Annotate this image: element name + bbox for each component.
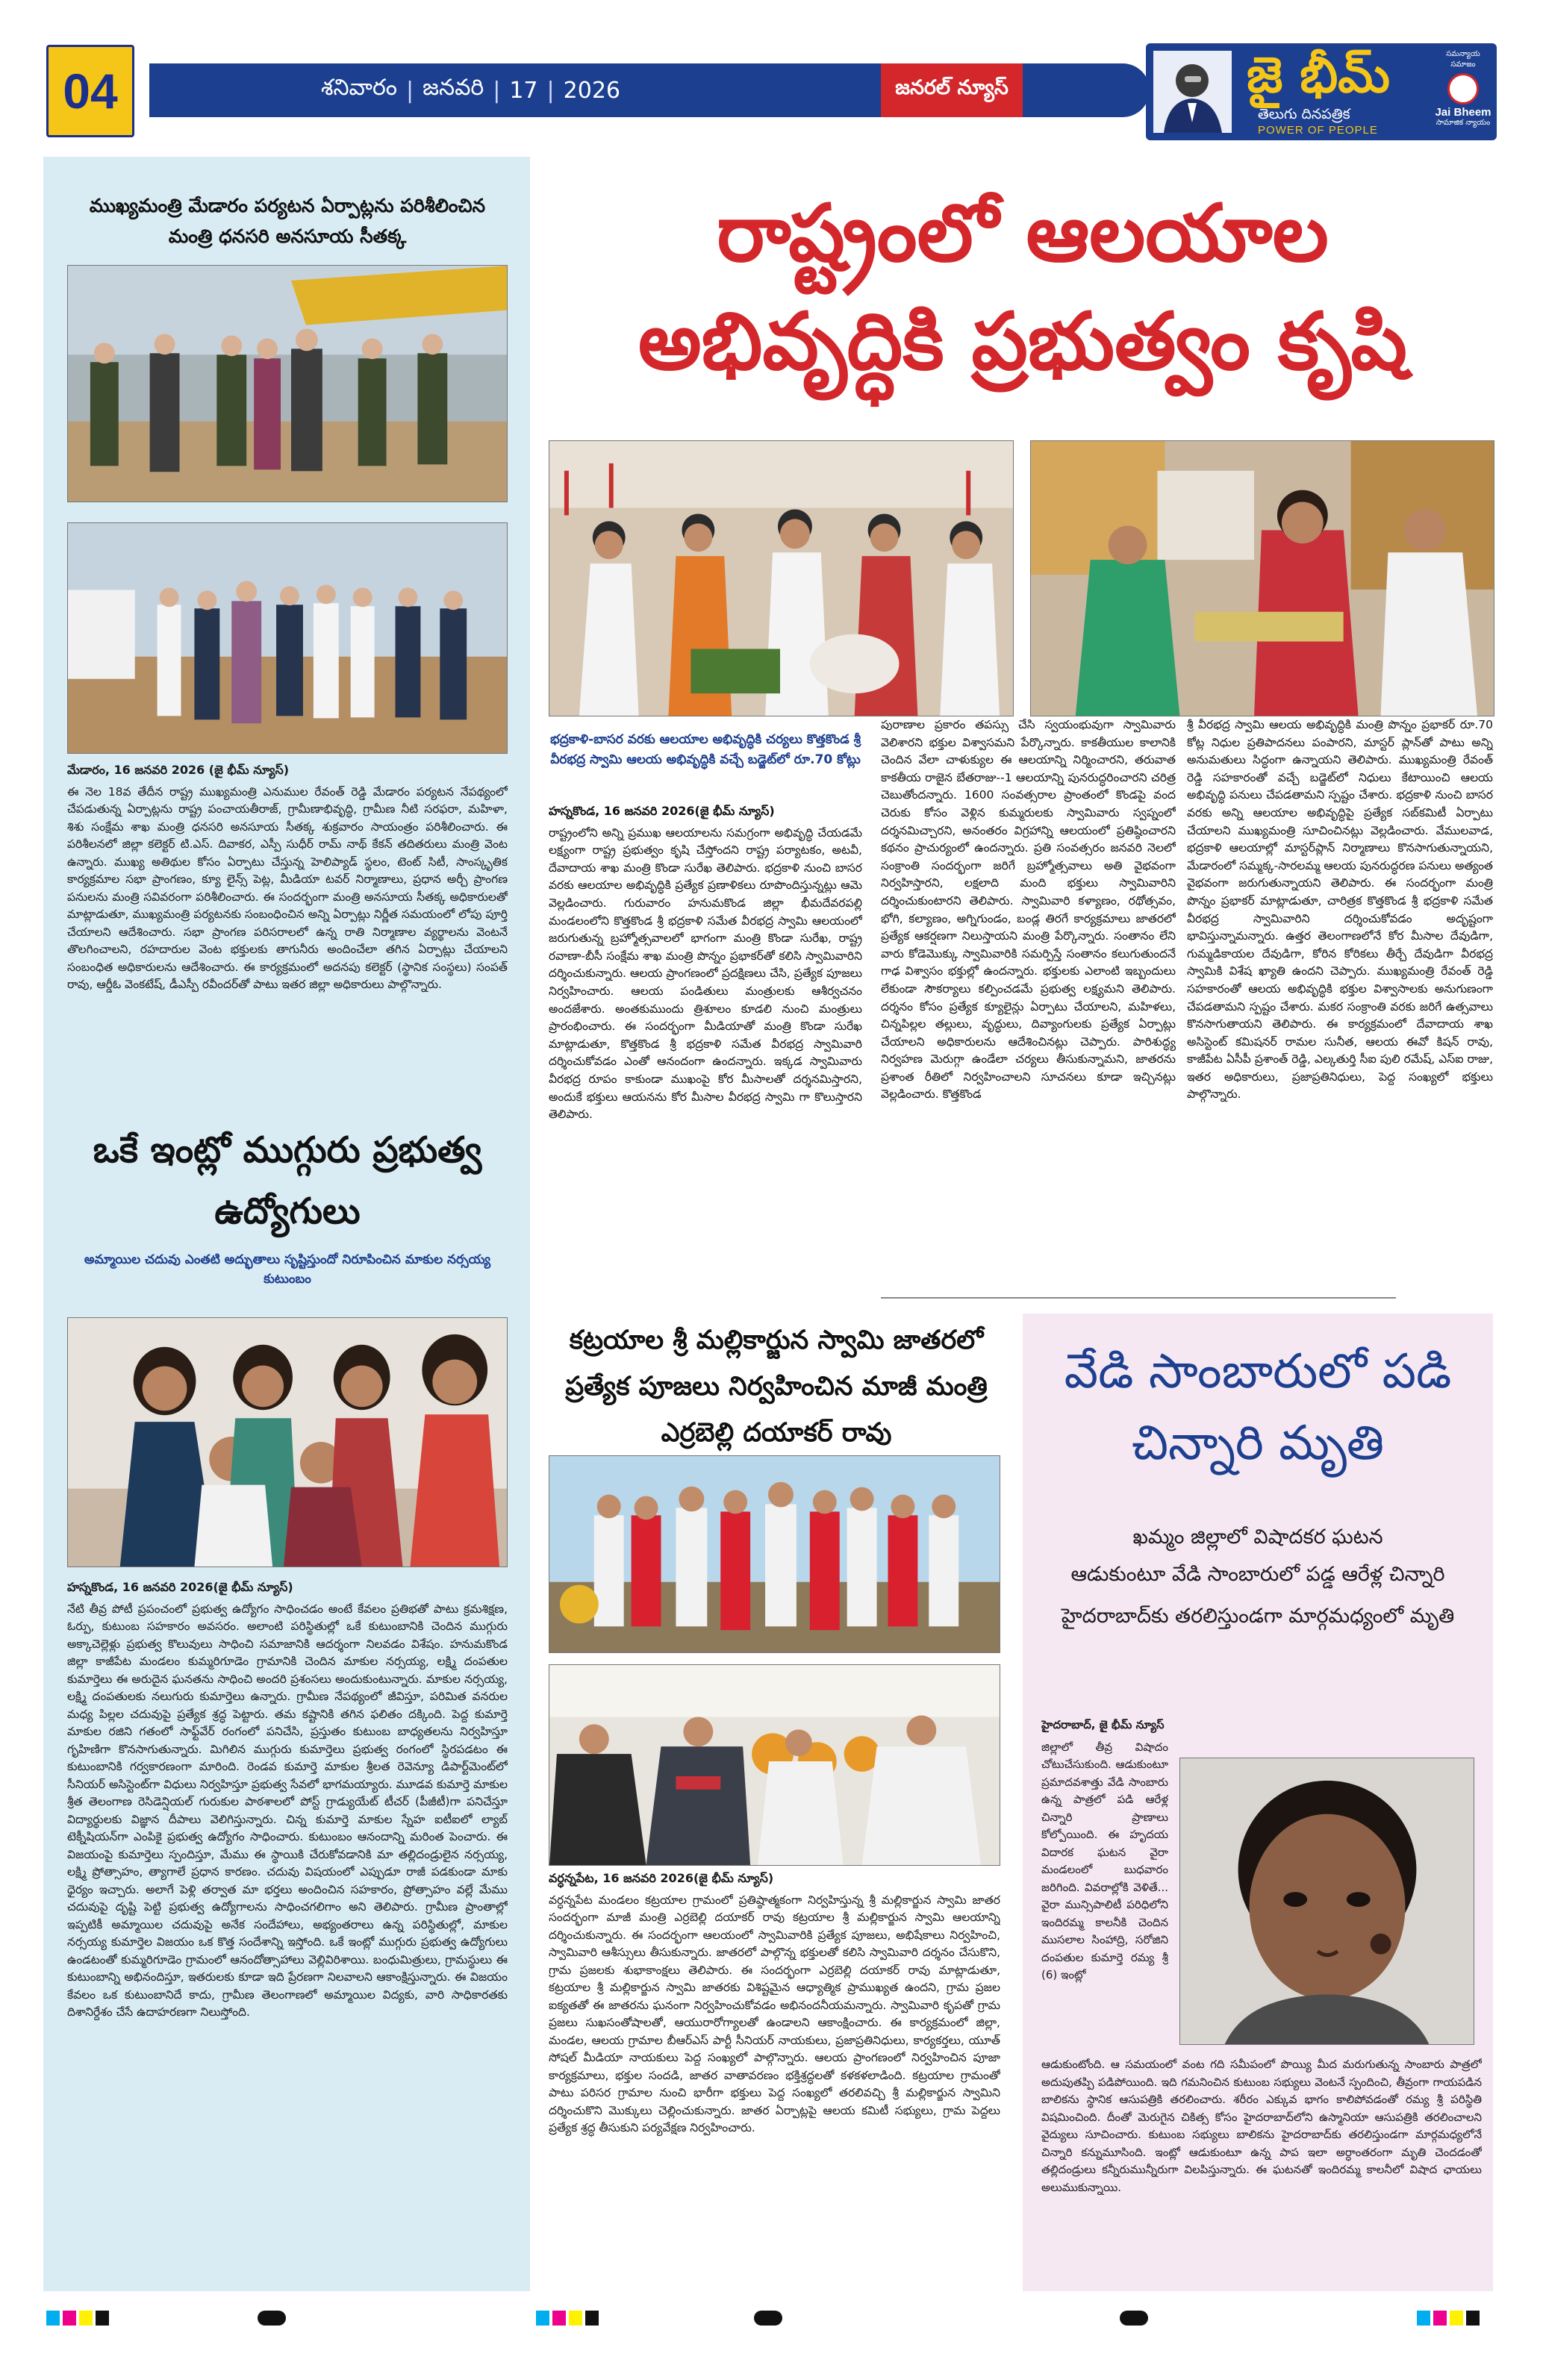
story2-headline: ఒకే ఇంట్లో ముగ్గురు ప్రభుత్వ ఉద్యోగులు [93,1129,482,1232]
lead-column-1 [549,802,862,1291]
story4-body-narrow-text: జిల్లాలో తీవ్ర విషాదం చోటుచేసుకుంది. ఆడుకుంటూ ప్రమాదవశాత్తు వేడి సాంబారు ఉన్న పాత్రలో పడి ఆరేళ్ల చిన్నారి ప్రాణాలు కోల్పోయింది. ఈ హృదయ విదారక ఘటన వైరా మండలంలో బుధవారం జరిగింది. వివరాల్లోకి వెళితే... వైరా మున్సిపాలిటీ పరిధిలోని ఇందిరమ్మ కాలనీకి చెందిన ముసలాల సింహాద్రి, సరోజిని దంపతుల కుమార్తె రమ్య శ్రీ (6) ఇంట్లో [1041,1740,1168,1981]
story1-dateline: మేడారం, 16 జనవరి 2026 (జై భీమ్ న్యూస్) [67,763,290,777]
medaram-inspection-photo-1 [67,265,508,502]
lead-headline [552,179,1493,396]
story2-subheadline: అమ్మాయిల చదువు ఎంతటి అద్భుతాలు సృష్టిస్తుందో నిరూపించిన మాకుల నర్సయ్య కుటుంబం [84,1252,491,1287]
story3-headline: కట్రయాల శ్రీ మల్లికార్జున స్వామి జాతరలో ప్రత్యేక పూజలు నిర్వహించిన మాజీ మంత్రి ఎర్రబెల్లి దయాకర్ రావు [565,1325,988,1448]
story2-dateline: హస్నకొండ, 16 జనవరి 2026(జై భీమ్ న్యూస్) [67,1580,293,1594]
story1-body [67,761,508,1101]
story4-subheads [1041,1519,1474,1635]
masthead-side-bottom: సామాజిక న్యాయం [1436,119,1491,127]
masthead [1146,43,1497,140]
date-separator: | [493,77,501,104]
masthead-title: జై భీమ్ [1247,46,1390,104]
registration-mark [258,2311,286,2326]
color-registration-strip [46,2311,109,2326]
issue-year: 2026 [563,77,620,104]
story4-sub1: ఖమ్మం జిల్లాలో విషాదకర ఘటన [1132,1525,1383,1549]
story1-headline: ముఖ్యమంత్రి మేడారం పర్యటన ఏర్పాట్లను పరిశీలించిన మంత్రి ధనసరి అనసూయ సీతక్క [89,195,486,247]
lead-photo-caption: భద్రకాళి-బాసర వరకు ఆలయాల అభివృద్ధికి చర్యలు కొత్తకొండ శ్రీ వీరభద్ర స్వామి ఆలయ అభివృద్ధికి వచ్చే బడ్జెట్‌లో రూ.70 కోట్లు [549,732,861,767]
masthead-side-top: సమన్యాయ సమాజం [1446,50,1480,69]
color-registration-strip [1417,2311,1480,2326]
story4-sub3: హైదరాబాద్‌కు తరలిస్తుండగా మార్గమధ్యంలో మృతి [1061,1605,1455,1628]
page-number: 04 [46,45,134,137]
issue-day-number: 17 [509,77,538,104]
makula-family-photo [67,1317,508,1567]
child-portrait-photo [1179,1758,1474,2045]
story1-body-text: ఈ నెల 18వ తేదీన రాష్ట్ర ముఖ్యమంత్రి ఎనుముల రేవంత్ రెడ్డి మేడారం పర్యటన నేపథ్యంలో చేపడుతున్న ఏర్పాట్లను రాష్ట్ర పంచాయతీరాజ్, గ్రామీణాభివృద్ధి, గ్రామీణ నీటి సరఫరా, మహిళా, శిశు సంక్షేమ శాఖ మంత్రి ధనసరి అనసూయ సీతక్క శుక్రవారం సాయంత్రం పరిశీలించారు. ఈ పరిశీలనలో జిల్లా కలెక్టర్ టి.ఎస్. దివాకర, ఎస్పీ సుధీర్ రామ్ నాథ్ కేకన్ తదితరులు మంత్రి వెంట ఉన్నారు. ముఖ్య అతిథుల కోసం ఏర్పాటు చేస్తున్న హెలిప్యాడ్ స్థలం, టెంట్ సిటీ, సాంస్కృతిక కార్యక్రమాల సభా ప్రాంగణం, క్యూ లైన్స్ పెట్ల, మీడియా టవర్ నిర్మాణాలు, ప్రధాన అర్చీ ప్రాంగణ పనులను మంత్రి సవివరంగా పరిశీలించారు. ఈ సందర్భంగా మంత్రి అనసూయ సీతక్క అధికారులతో మాట్లాడుతూ, ముఖ్యమంత్రి పర్యటనకు సంబంధించిన అన్ని ఏర్పాట్లు నిర్ణీత సమయంలో లోపు పూర్తి చేయాలని ఆదేశించారు. సభా ప్రాంగణ పరిసరాలలో ఉన్న రాతి నిర్మాణాల వ్యర్థాలను వెంటనే తొలగించాలని, రహదారుల వెంట భక్తులకు తాగునీరు అందించేలా తగిన ఏర్పాట్లు చేయాలని సంబంధిత అధికారులను ఆదేశించారు. ఈ కార్యక్రమంలో అదనపు కలెక్టర్ (స్థానిక సంస్థలు) సంపత్ రావు, ఆర్డీఓ వెంకటేష్, డీఎస్పీ రవీందర్‌తో పాటు ఇతర జిల్లా అధికారులు పాల్గొన్నారు. [67,784,508,991]
masthead-brand: Jai Bheem [1435,106,1491,119]
story3-dateline: వర్ధన్నపేట, 16 జనవరి 2026(జై భీమ్ న్యూస్) [549,1871,774,1885]
story2-body [67,1578,508,2280]
story4-sub2: ఆడుకుంటూ వేడి సాంబారులో పడ్డ ఆరేళ్ల చిన్నారి [1070,1563,1445,1586]
story4-headline: వేడి సాంబారులో పడి చిన్నారి మృతి [1064,1344,1452,1471]
issue-day: శనివారం [321,75,397,101]
story4-body-wide: ఆడుకుంటోంది. ఆ సమయంలో వంట గది సమీపంలో పొయ్యి మీద మరుగుతున్న సాంబారు పాత్రలో అదుపుతప్పి పడిపోయింది. ఇది గమనించిన కుటుంబ సభ్యులు వెంటనే స్పందించి, తీవ్రంగా గాయపడిన బాలికను స్థానిక ఆసుపత్రికి తరలించారు. శరీరం ఎక్కువ భాగం కాలిపోవడంతో రమ్య శ్రీ పరిస్థితి విషమించింది. దీంతో మెరుగైన చికిత్స కోసం హైదరాబాద్‌లోని ఉస్మానియా ఆసుపత్రికి తరలించాలని వైద్యులు సూచించారు. కుటుంబ సభ్యులు బాలికను హైదరాబాద్‌కు తరలిస్తుండగా మార్గమధ్యలోనే చిన్నారి కన్నుమూసింది. ఇంట్లో ఆడుకుంటూ ఉన్న పాప ఇలా అర్ధాంతరంగా మృతి చెందడంతో తల్లిదండ్రులు కన్నీరుమున్నీరుగా విలపిస్తున్నారు. ఈ ఘటనతో ఇందిరమ్మ కాలనీలో విషాద ఛాయలు అలుముకున్నాయి. [1041,2058,1482,2194]
kothakonda-temple-photo-2 [1030,440,1494,716]
lead-column-1-text: రాష్ట్రంలోని అన్ని ప్రముఖ ఆలయాలను సమగ్రంగా అభివృద్ధి చేయడమే లక్ష్యంగా రాష్ట్ర ప్రభుత్వం కృషి చేస్తోందని రాష్ట్ర పర్యాటకం, అటవీ, దేవాదాయ శాఖ మంత్రి కొండా సురేఖ తెలిపారు. భద్రకాళి నుంచి బాసర వరకు ఆలయాల అభివృద్ధికి ప్రత్యేక ప్రణాళికలు రూపొందిస్తున్నట్లు ఆమె వెల్లడించారు. గురువారం హనుమకొండ జిల్లా భీమదేవరపల్లి మండలంలోని కొత్తకొండ శ్రీ భద్రకాళి సమేత వీరభద్ర స్వామి ఆలయంలో జరుగుతున్న బ్రహ్మోత్సవాలలో భాగంగా మంత్రి కొండా సురేఖ, రాష్ట్ర రవాణా-బీసీ సంక్షేమ శాఖ మంత్రి పొన్నం ప్రభాకర్‌తో కలిసి స్వామివారిని దర్శించుకున్నారు. ఆలయ ప్రాంగణంలో ప్రదక్షిణలు చేసి, ప్రత్యేక పూజలు నిర్వహించారు. ఆలయ పండితులు మంత్రులకు ఆశీర్వచనం అందజేశారు. అంతకుముందు త్రిశూలం కూడలి నుంచి మంత్రులు ప్రారంభించారు. ఈ సందర్భంగా మీడియాతో మంత్రి కొండా సురేఖ మాట్లాడుతూ, కొత్తకొండ శ్రీ భద్రకాళి సమేత వీరభద్ర స్వామివారి దర్శించుకోవడం ఎంతో ఆనందంగా ఉందన్నారు. ఇక్కడ స్వామివారు వీరభద్ర రూపం కాకుండా ముఖంపై కోర మీసాలతో దర్శనమిస్తారని, అందుకే భక్తులు ఆయనను కోర మీసాల వీరభద్ర స్వామి గా కొలుస్తారని తెలిపారు. [549,825,862,1122]
section-divider [881,1297,1396,1299]
story3-body-text: వర్ధన్నపేట మండలం కట్రయాల గ్రామంలో ప్రతిష్ఠాత్మకంగా నిర్వహిస్తున్న శ్రీ మల్లికార్జున స్వామి జాతర సందర్భంగా మాజీ మంత్రి ఎర్రబెల్లి దయాకర్ రావు కట్రయాల శ్రీ మల్లికార్జున స్వామి ఆలయాన్ని దర్శించుకున్నారు. ఈ సందర్భంగా ఆలయంలో స్వామివారికి ప్రత్యేక పూజలు, అభిషేకాలు నిర్వహించి, స్వామివారి ఆశీస్సులు తీసుకున్నారు. జాతరలో పాల్గొన్న భక్తులతో కలిసి స్వామివారి దర్శనం చేసుకొని, గ్రామ ప్రజలకు శుభాకాంక్షలు తెలిపారు. ఈ సందర్భంగా ఎర్రబెల్లి దయాకర్ రావు మాట్లాడుతూ, కట్రయాల శ్రీ మల్లికార్జున స్వామి జాతరకు విశిష్టమైన ఆధ్యాత్మిక ప్రాముఖ్యత ఉందని, గ్రామ ప్రజల ఐక్యతతో ఈ జాతరను ఘనంగా నిర్వహించుకోవడం అభినందనీయమన్నారు. స్వామివారి కృపతో గ్రామ ప్రజలు సుఖసంతోషాలతో, ఆయురారోగ్యాలతో ఉండాలని ఆకాంక్షించారు. ఈ కార్యక్రమంలో జిల్లా, మండల, ఆలయ గ్రామాల బీఆర్ఎస్ పార్టీ సీనియర్ నాయకులు, ప్రజాప్రతినిధులు, కార్యకర్తలు, యూత్ సోషల్ మీడియా నాయకులు పెద్ద సంఖ్యలో పాల్గొన్నారు. ఆలయ ప్రాంగణంలో నిర్వహించిన పూజా కార్యక్రమాలు, భక్తుల సందడి, జాతర వాతావరణం భక్తిశ్రద్ధలతో కళకళలాడింది. కట్రయాల గ్రామంతో పాటు పరిసర గ్రామాల నుంచి భారీగా భక్తులు పెద్ద సంఖ్యలో తరలివచ్చి శ్రీ మల్లికార్జున స్వామిని దర్శించుకొని మొక్కులు చెల్లించుకున్నారు. జాతర ఏర్పాట్లపై ఆలయ కమిటీ సభ్యులు, గ్రామ పెద్దలు ప్రత్యేక శ్రద్ధ తీసుకుని పర్యవేక్షణ నిర్వహించారు. [549,1893,1000,2134]
registration-mark [754,2311,782,2326]
lead-dateline: హస్నకొండ, 16 జనవరి 2026(జై భీమ్ న్యూస్) [549,804,775,818]
story4-dateline: హైదరాబాద్, జై భీమ్ న్యూస్ [1041,1718,1165,1731]
ambedkar-portrait-icon [1153,51,1232,133]
color-registration-strip [536,2311,599,2326]
issue-month: జనవరి [423,75,484,101]
date-separator: | [546,77,555,104]
story2-body-text: నేటి తీవ్ర పోటీ ప్రపంచంలో ప్రభుత్వ ఉద్యోగం సాధించడం అంటే కేవలం ప్రతిభతో పాటు క్రమశిక్షణ, ఓర్పు, కుటుంబ సహకారం అవసరం. అలాంటి పరిస్థితుల్లో ఒకే కుటుంబానికి చెందిన ముగ్గురు అక్కాచెల్లెళ్లు ప్రభుత్వ కొలువులు సాధించి సమాజానికి ఆదర్శంగా నిలవడం విశేషం. హనుమకొండ జిల్లా కాజీపేట మండలం కుమ్మరిగూడెం గ్రామానికి చెందిన మాకుల నర్సయ్య, లక్ష్మి దంపతుల కుమార్తెలు ఈ అరుదైన ఘనతను సాధించి అందరి ప్రశంసలు అందుకుంటున్నారు. మాకుల నర్సయ్య, లక్ష్మి దంపతులకు నలుగురు కుమార్తెలు ఉన్నారు. గ్రామీణ నేపథ్యంలో జీవిస్తూ, పరిమిత వనరుల మధ్య పిల్లల చదువుపై ప్రత్యేక శ్రద్ధ పెట్టారు. తమ కష్టానికి తగిన ఫలితం దక్కింది. పెద్ద కుమార్తె మాకుల రజిని గతంలో సాఫ్ట్‌వేర్ రంగంలో పనిచేసి, ప్రస్తుతం కుటుంబ బాధ్యతలను నిర్వహిస్తూ గృహిణిగా కొనసాగుతున్నారు. మిగిలిన ముగ్గురు కుమార్తెలు ప్రభుత్వ రంగంలో స్థిరపడటం ఈ కుటుంబానికి గర్వకారణంగా మారింది. రెండవ కుమార్తె మాకుల శ్రీలత రెవెన్యూ డిపార్ట్‌మెంట్‌లో సీనియర్ అసిస్టెంట్‌గా విధులు నిర్వహిస్తూ ప్రభుత్వ సేవలో భాగమయ్యారు. మూడవ కుమార్తె మాకుల శ్రీత తెలంగాణ రెసిడెన్షియల్ గురుకుల పాఠశాలలో పోస్ట్ గ్రాడ్యుయేట్ టీచర్ (పీజీటీ)గా పనిచేస్తూ విద్యార్థులకు విజ్ఞాన దీపాలు వెలిగిస్తున్నారు. చిన్న కుమార్తె మాకుల స్నేహ ఐటీఐలో ల్యాబ్ టెక్నీషియన్‌గా ఎంపికై ప్రభుత్వ ఉద్యోగం సాధించారు. కుటుంబం ఆనందాన్ని మరింత పెంచారు. ఈ విజయంపై కుమార్తెలు స్పందిస్తూ, మేము ఈ స్థాయికి చేరుకోవడానికి మా తల్లిదండ్రులైన నర్సయ్య, లక్ష్మి ప్రోత్సాహం, త్యాగాలే ప్రధాన కారణం. చదువు విషయంలో ఎప్పుడూ రాజీ పడకుండా మాకు ధైర్యం ఇచ్చారు. అలాగే పెళ్లి తర్వాత మా భర్తలు అందించిన సహకారం, ప్రోత్సాహం వల్లే మేము చదువుపై దృష్టి పెట్టి ప్రభుత్వ ఉద్యోగాలను సాధించగలిగాం అని తెలిపారు. గ్రామీణ ప్రాంతాల్లో ఇప్పటికీ అమ్మాయిల చదువుపై అనేక సందేహాలు, అభ్యంతరాలు ఉన్న పరిస్థితుల్లో, మాకుల నర్సయ్య కుమార్తెల విజయం ఒక కొత్త సందేశాన్ని ఇస్తోంది. ఒకే ఇంట్లో ముగ్గురు ప్రభుత్వ ఉద్యోగులు ఉండటంతో కుమ్మరిగూడెం గ్రామంలో ఆనందోత్సాహాలు వెల్లివిరిశాయి. బంధుమిత్రులు, గ్రామస్థులు ఈ కుటుంబాన్ని అభినందిస్తూ, ఇతరులకు కూడా ఇది ప్రేరణగా నిలవాలని ఆకాంక్షిస్తున్నారు. ఈ విజయం కేవలం ఒక కుటుంబానిదే కాదు, గ్రామీణ తెలంగాణలో అమ్మాయిల విద్యకు, వారి సాధికారతకు దిశానిర్దేశం చేసే ఉదాహరణగా నిలుస్తోంది. [67,1602,508,2019]
lead-column-2: పురాణాల ప్రకారం తపస్సు చేసి స్వయంభువుగా స్వామివారు వెలిశారని భక్తుల విశ్వాసమని పేర్కొన్నారు. కాకతీయుల కాలానికి చెందిన వేలా చాళుక్యుల ఈ ఆలయాన్ని నిర్మించారని, తరువాత కాకతీయ రాజైన బేతరాజు--1 ఆలయాన్ని పునరుద్ధరించారని చరిత్ర చెబుతోందన్నారు. 1600 సంవత్సరాల ప్రాంతంలో కొండపై వంద చెరుకు కోసం వెళ్లిన కుమ్మరులకు స్వామివారు స్వప్నంలో దర్శనమిచ్చారని, అనంతరం విగ్రహాన్ని ఆలయంలో ప్రతిష్ఠించారని కథనం ప్రాచుర్యంలో ఉందన్నారు. ప్రతి సంవత్సరం జనవరి నెలలో సంక్రాంతి సందర్భంగా జరిగే బ్రహ్మోత్సవాలు అతి వైభవంగా నిర్వహిస్తారని, లక్షలాది మంది భక్తులు స్వామివారిని దర్శించుకుంటారని తెలిపారు. స్వామివారి కళ్యాణం, రథోత్సవం, భోగి, కల్యాణం, అగ్నిగుండం, బండ్ల తిరగే కార్యక్రమాలు జాతరలో ప్రత్యేక ఆకర్షణగా నిలుస్తాయని మంత్రి పేర్కొన్నారు. సంతానం లేని వారు కోడెమొక్కు స్వామివారికి సమర్పిస్తే సంతానం కలుగుతుందనే గాఢ విశ్వాసం భక్తుల్లో ఉందన్నారు. భక్తులకు ఎలాంటి ఇబ్బందులు లేకుండా సౌకర్యాలు కల్పించడమే ప్రభుత్వ లక్ష్యమని తెలిపారు. దర్శనం కోసం ప్రత్యేక క్యూలైన్లు ఏర్పాటు చేయాలని, మహిళలు, చిన్నపిల్లల తల్లులు, వృద్ధులు, దివ్యాంగులకు ప్రత్యేక ఏర్పాట్లు చేయాలని అధికారులను ఆదేశించినట్లు చెప్పారు. పారిశుద్ధ్య నిర్వహణ మెరుగ్గా ఉండేలా చర్యలు తీసుకున్నామని, జాతరను ప్రశాంత రీతిలో నిర్వహించాలని సూచనలు కూడా ఇచ్చినట్లు వెల్లడించారు. కొత్తకొండ [881,718,1176,1102]
katrayala-jathara-photo-2 [549,1664,1000,1866]
issue-date [321,75,620,106]
katrayala-jathara-photo-1 [549,1455,1000,1653]
story4-body-narrow [1041,1717,1168,2052]
jai-bheem-logo-icon [1447,73,1479,104]
registration-mark [1120,2311,1148,2326]
masthead-side [1433,49,1493,128]
story3-body [549,1870,1000,2287]
date-separator: | [406,77,414,104]
lead-column-3: శ్రీ వీరభద్ర స్వామి ఆలయ అభివృద్ధికి మంత్రి పొన్నం ప్రభాకర్ రూ.70 కోట్ల నిధుల ప్రతిపాదనలు పంపారని, మాస్టర్ ప్లాన్‌తో పాటు అన్ని అనుమతులు సిద్ధంగా ఉన్నాయని తెలిపారు. ముఖ్యమంత్రి రేవంత్ రెడ్డి సహకారంతో వచ్చే బడ్జెట్‌లో నిధులు కేటాయించి ఆలయ అభివృద్ధి పనులు చేపడతామని స్పష్టం చేశారు. భద్రకాళి నుంచి బాసర వరకు అన్ని ఆలయాల అభివృద్ధిపై ప్రత్యేక సబ్‌కమిటీ ఏర్పాటు చేయాలని ముఖ్యమంత్రి సూచించినట్లు వెల్లడించారు. వేములవాడ, భద్రకాళి ఆలయాల్లో మాస్టర్‌ప్లాన్ నిర్మాణాలు కొనసాగుతున్నాయని, మేడారంలో సమ్మక్క-సారలమ్మ ఆలయ పునరుద్ధరణ పనులు అత్యంత వైభవంగా జరుగుతున్నాయని తెలిపారు. ఈ సందర్భంగా మంత్రి పొన్నం ప్రభాకర్ మాట్లాడుతూ, చారిత్రక కొత్తకొండ శ్రీ భద్రకాళి సమేత వీరభద్ర స్వామివారిని దర్శించుకోవడం అదృష్టంగా భావిస్తున్నామన్నారు. ఉత్తర తెలంగాణలోనే కోర మీసాల దేవుడిగా, గుమ్మడికాయల దేవుడిగా, కోరిన కోరికలు తీర్చే దేవుడిగా వీరభద్ర స్వామికి విశేష ఖ్యాతి ఉందని చెప్పారు. ముఖ్యమంత్రి రేవంత్ రెడ్డి సహకారంతో ఆలయ అభివృద్ధికి భక్తుల విశ్వాసాలకు అనుగుణంగా చేపడతామని స్పష్టం చేశారు. మకర సంక్రాంతి వరకు జరిగే ఉత్సవాలు కొనసాగుతాయని తెలిపారు. ఈ కార్యక్రమంలో దేవాదాయ శాఖ అసిస్టెంట్ కమిషనర్ రామల సునీత, ఆలయ ఈవో కిషన్ రావు, కాజీపేట ఏసీపీ ప్రశాంత్ రెడ్డి, ఎల్కతుర్తి సీఐ పులి రమేష్, ఎస్ఐ రాజు, ఇతర అధికారులు, ప్రజాప్రతినిధులు, పెద్ద సంఖ్యలో భక్తులు పాల్గొన్నారు. [1187,718,1493,1102]
kothakonda-temple-photo-1 [549,440,1014,716]
medaram-inspection-photo-2 [67,522,508,754]
masthead-tagline: POWER OF PEOPLE [1258,124,1378,137]
lead-headline-line2: అభివృద్ధికి ప్రభుత్వం కృషి [638,296,1408,387]
masthead-subtitle: తెలుగు దినపత్రిక [1258,106,1350,122]
section-label: జనరల్ న్యూస్ [881,63,1023,117]
lead-headline-line1: రాష్ట్రంలో ఆలయాల [717,187,1329,279]
